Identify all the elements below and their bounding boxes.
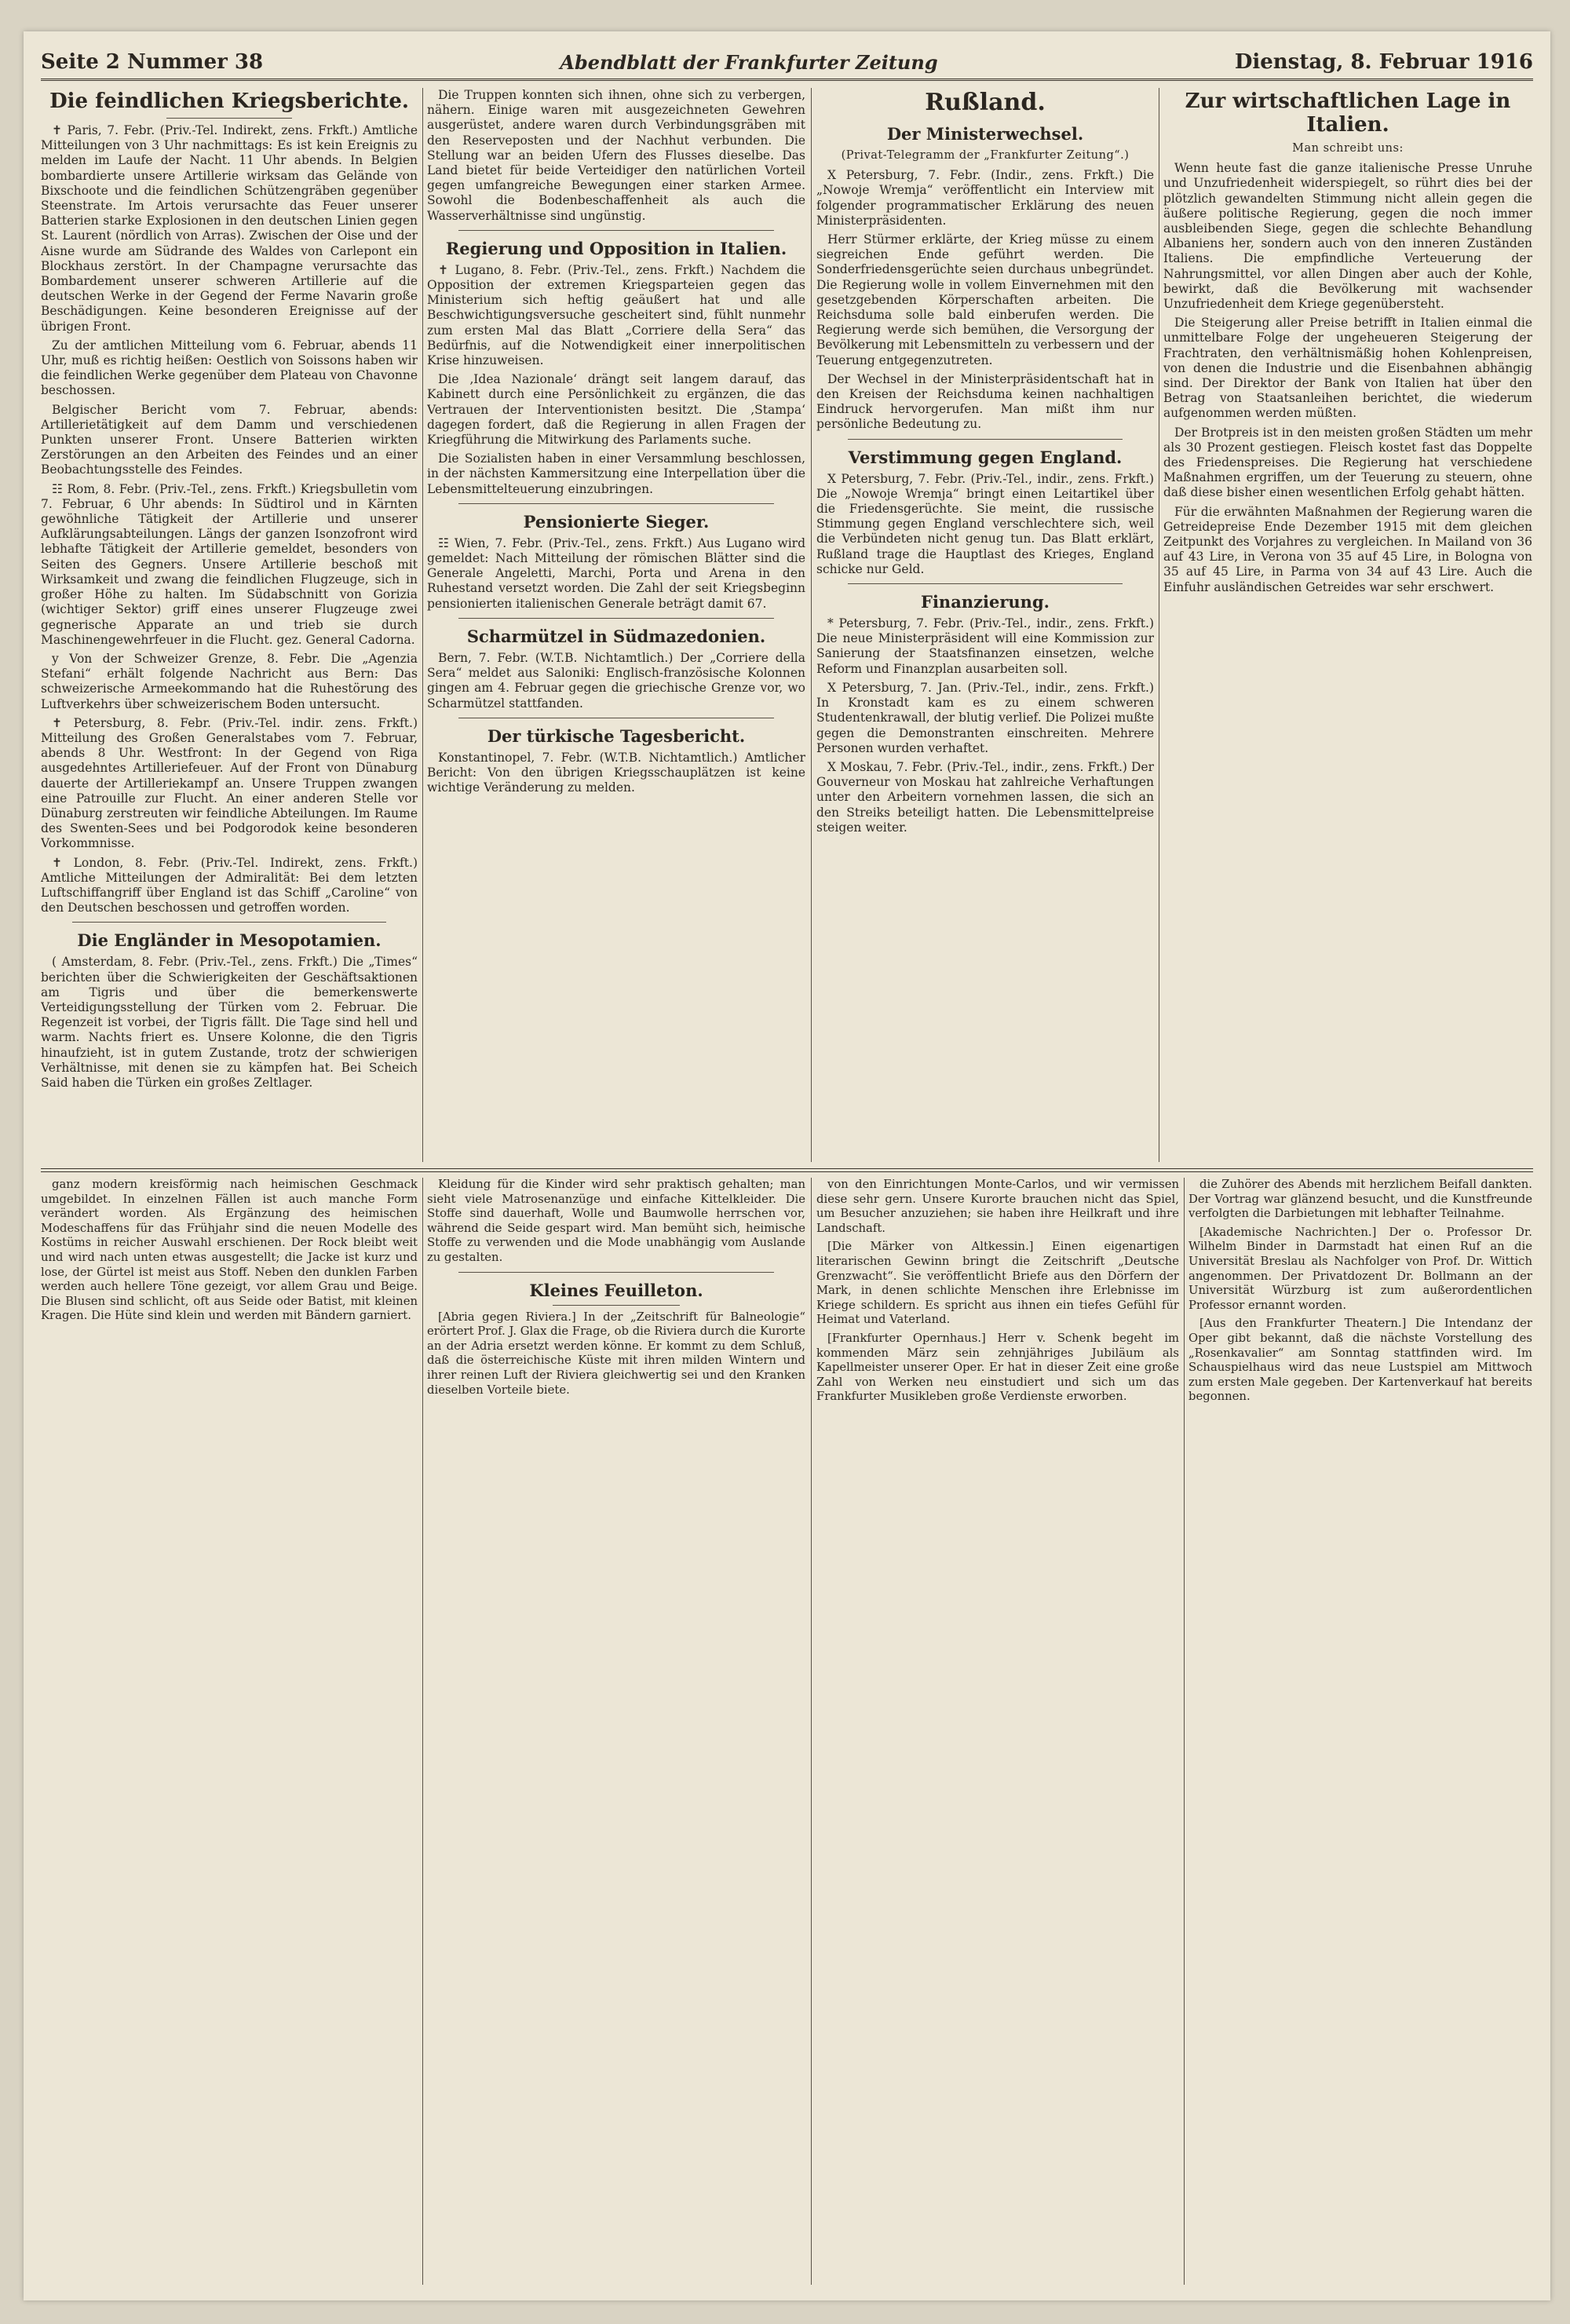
divider: [458, 230, 774, 231]
paragraph: Zu der amtlichen Mitteilung vom 6. Februar, abends 11 Uhr, muß es richtig heißen: Oestlich von Soissons haben wir die feindlichen Werke gegenüber dem Plateau von Chavonne beschossen.: [41, 338, 418, 398]
feuilleton-heading: Kleines Feuilleton.: [529, 1280, 703, 1300]
paragraph: Belgischer Bericht vom 7. Februar, abends: Artillerietätigkeit auf dem Damm und verschiedenen Punkten unserer Front. Unsere Batterien wirkten Zerstörungen an den Arbeiten des Feindes und an einer Beobachtungsstelle des Feindes.: [41, 402, 418, 477]
newspaper-title: Abendblatt der Frankfurter Zeitung: [560, 51, 938, 74]
paragraph: die Zuhörer des Abends mit herzlichem Beifall dankten. Der Vortrag war glänzend besucht, und die Kunstfreunde verfolgten die Darbietungen mit lebhafter Teilnahme.: [1188, 1178, 1532, 1221]
article-heading-italy-economy: Zur wirtschaftlichen Lage in Italien.: [1185, 90, 1511, 137]
feuilleton-column-3: [816, 1178, 1179, 2285]
article-subheading-minister-change: Der Ministerwechsel.: [886, 124, 1084, 144]
feuilleton-separator: [41, 1168, 1533, 1172]
article-heading-macedonia: Scharmützel in Südmazedonien.: [466, 626, 766, 646]
paragraph: y Von der Schweizer Grenze, 8. Febr. Die „Agenzia Stefani“ erhält folgende Nachricht aus Bern: Das schweizerische Armeekommando hat die Ruhestörung des Luftverkehrs über schweizerischem Boden untersucht.: [41, 651, 418, 711]
paragraph: X Moskau, 7. Febr. (Priv.-Tel., indir., zens. Frkft.) Der Gouverneur von Moskau hat zahlreiche Verhaftungen unter den Arbeitern vornehmen lassen, die sich an den Streiks beteiligt hatten. Die Lebensmittelpreise steigen weiter.: [816, 759, 1154, 835]
paragraph: Kleidung für die Kinder wird sehr praktisch gehalten; man sieht viele Matrosenanzüge und einfache Kittelkleider. Die Stoffe sind dauerhaft, Wolle und Baumwolle herrschen vor, während die Seide gespart wird. Man bemüht sich, heimische Stoffe zu verwenden und die Mode unabhängig vom Auslande zu gestalten.: [427, 1178, 805, 1264]
byline: Man schreibt uns:: [1292, 142, 1404, 155]
article-heading-mesopotamia: Die Engländer in Mesopotamien.: [77, 930, 382, 951]
paragraph: ☷ Rom, 8. Febr. (Priv.-Tel., zens. Frkft.) Kriegsbulletin vom 7. Februar, 6 Uhr abends: In Südtirol und in Kärnten gewöhnliche Tätigkeit der Artillerie und unserer Aufklärungsabteilungen. Längs der ganzen Isonzofront wird lebhafte Tätigkeit der Artillerie gemeldet, besonders von Seiten des Gegners. Unsere Artillerie beschoß mit Wirksamkeit und zwang die feindlichen Flugzeuge, sich in großer Höhe zu halten. Im Südabschnitt von Gorizia (wichtiger Sektor) griff eines unserer Flugzeuge zwei gegnerische Apparate an und trieb sie durch Maschinengewehrfeuer in die Flucht. gez. General Cadorna.: [41, 481, 418, 647]
paragraph: Der Wechsel in der Ministerpräsidentschaft hat in den Kreisen der Reichsduma keinen nachhaltigen Eindruck hervorgerufen. Man mißt ihm nur persönliche Bedeutung zu.: [816, 371, 1154, 432]
column-rule: [422, 1178, 423, 2285]
paragraph: [Akademische Nachrichten.] Der o. Professor Dr. Wilhelm Binder in Darmstadt hat einen Ruf an die Universität Breslau als Nachfolger von Prof. Dr. Wittich angenommen. Der Privatdozent Dr. Bollmann an der Universität Würzburg ist zum außerordentlichen Professor ernannt worden.: [1188, 1225, 1532, 1312]
paragraph: Die Sozialisten haben in einer Versammlung beschlossen, in der nächsten Kammersitzung eine Interpellation über die Lebensmittelteuerung einzubringen.: [427, 451, 805, 496]
paragraph: Wenn heute fast die ganze italienische Presse Unruhe und Unzufriedenheit widerspiegelt, so rührt dies bei der plötzlich gewandelten Stimmung nicht allein gegen die äußere politische Regierung, gegen die noch immer ausbleibenden Siege, gegen die schlechte Behandlung Albaniens her, sondern auch von den inneren Zuständen Italiens. Die empfindliche Verteuerung der Nahrungsmittel, vor allen Dingen aber auch der Kohle, bewirkt, daß die Bevölkerung mit wachsender Unzufriedenheit dem Kriege gegenübersteht.: [1163, 161, 1532, 312]
paragraph: X Petersburg, 7. Febr. (Indir., zens. Frkft.) Die „Nowoje Wremja“ veröffentlicht ein Interview mit folgender programmatischer Erklärung des neuen Ministerpräsidenten.: [816, 168, 1154, 228]
divider: [458, 503, 774, 504]
telegram-note: (Privat-Telegramm der „Frankfurter Zeitung“.): [841, 149, 1130, 162]
page-number: Seite 2 Nummer 38: [41, 50, 264, 74]
column-russia: [816, 88, 1154, 1162]
divider: [458, 618, 774, 619]
paragraph: Die ‚Idea Nazionale‘ drängt seit langem darauf, das Kabinett durch eine Persönlichkeit zu ergänzen, die das Vertrauen der Interventionisten besitzt. Die ‚Stampa‘ dagegen fordert, daß die Regierung in allen Fragen der Kriegführung die Mitwirkung des Parlaments suche.: [427, 372, 805, 448]
paragraph: Der Brotpreis ist in den meisten großen Städten um mehr als 30 Prozent gestiegen. Fleisch kostet fast das Doppelte des Friedenspreises. Die Regierung hat verschiedene Maßnahmen ergriffen, um der Teuerung zu steuern, ohne daß diese bisher einen wesentlichen Erfolg gehabt hätten.: [1163, 425, 1532, 500]
paragraph: X Petersburg, 7. Jan. (Priv.-Tel., indir., zens. Frkft.) In Kronstadt kam es zu einem schweren Studentenkrawall, der blutig verlief. Die Polizei mußte gegen die Demonstranten einschreiten. Mehrere Personen wurden verhaftet.: [816, 680, 1154, 755]
article-heading-italy-opposition: Regierung und Opposition in Italien.: [445, 238, 787, 258]
divider: [72, 922, 386, 923]
paragraph: ✝ Petersburg, 8. Febr. (Priv.-Tel. indir. zens. Frkft.) Mitteilung des Großen Generalstabes vom 7. Februar, abends 8 Uhr. Westfront: In der Gegend von Riga ausgedehntes Artilleriefeuer. Auf der Front von Dünaburg dauerte der Artilleriekampf an. Unsere Truppen zwangen eine Patrouille zur Flucht. An einer anderen Stelle vor Dünaburg zerstreuten wir feindliche Abteilungen. Im Raume des Swenten-Sees und bei Podgorodok keine besonderen Vorkommnisse.: [41, 715, 418, 851]
column-rule: [811, 88, 812, 1162]
divider: [848, 583, 1123, 584]
paragraph: ganz modern kreisförmig nach heimischen Geschmack umgebildet. In einzelnen Fällen ist auch manche Form verändert worden. Als Ergänzung des heimischen Modeschaffens für das Frühjahr sind die neuen Modelle des Kostüms in reicher Auswahl erschienen. Der Rock bleibt weit und wird nach unten etwas ausgestellt; die Jacke ist kurz und lose, der Gürtel ist meist aus Stoff. Neben den dunklen Farben werden auch hellere Töne gezeigt, vor allem Grau und Beige. Die Blusen sind schlicht, oft aus Seide oder Batist, mit kleinen Kragen. Die Hüte sind klein und werden mit Bändern garniert.: [41, 1178, 418, 1323]
article-heading-turkish-report: Der türkische Tagesbericht.: [487, 725, 746, 746]
paragraph: Herr Stürmer erklärte, der Krieg müsse zu einem siegreichen Ende geführt werden. Die Sonderfriedensgerüchte seien durchaus unbegründet. Die Regierung wolle in vollem Einvernehmen mit den gesetzgebenden Körperschaften arbeiten. Die Reichsduma solle bald einberufen werden. Die Regierung werde sich bemühen, die Versorgung der Bevölkerung mit Lebensmitteln zu verbessern und der Teuerung entgegenzutreten.: [816, 232, 1154, 367]
paragraph: von den Einrichtungen Monte-Carlos, und wir vermissen diese sehr gern. Unsere Kurorte brauchen nicht das Spiel, um Besucher anzuziehen; sie haben ihre Heilkraft und ihre Landschaft.: [816, 1178, 1179, 1235]
column-rule: [1184, 1178, 1185, 2285]
feuilleton-column-2: [427, 1178, 805, 2285]
column-italy-economy: [1163, 88, 1532, 1162]
feuilleton-column-4: [1188, 1178, 1532, 2285]
paragraph: Konstantinopel, 7. Febr. (W.T.B. Nichtamtlich.) Amtlicher Bericht: Von den übrigen Kriegsschauplätzen ist keine wichtige Veränderung zu melden.: [427, 750, 805, 795]
column-rule: [422, 88, 423, 1162]
paragraph: ✝ London, 8. Febr. (Priv.-Tel. Indirekt, zens. Frkft.) Amtliche Mitteilungen der Admiralität: Bei dem letzten Luftschiffangriff über England ist das Schiff „Caroline“ von den Deutschen beschossen und getroffen worden.: [41, 855, 418, 915]
divider: [553, 1305, 680, 1306]
paragraph: ✝ Paris, 7. Febr. (Priv.-Tel. Indirekt, zens. Frkft.) Amtliche Mitteilungen von 3 Uhr nachmittags: Es ist kein Ereignis zu melden im Laufe der Nacht. 11 Uhr abends. In Belgien bombardierte unsere Artillerie wirksam das Gelände von Bixschoote und die feindlichen Schützengräben gegenüber Steenstrate. Im Artois verursachte das Feuer unserer Batterien starke Explosionen in den deutschen Linien gegen St. Laurent (nördlich von Arras). Zwischen der Oise und der Aisne wurde am Südrande des Waldes von Carlepont ein Blockhaus zerstört. In der Champagne verursachte das Bombardement unserer schweren Artillerie auf die deutschen Werke in der Gegend der Ferme Navarin große Beschädigungen. Keine besonderen Ereignisse auf der übrigen Front.: [41, 123, 418, 334]
paragraph: Die Truppen konnten sich ihnen, ohne sich zu verbergen, nähern. Einige waren mit ausgezeichneten Gewehren ausgerüstet, andere waren durch Verbindungsgräben mit den Reserveposten und der Nachhut verbunden. Die Stellung war an beiden Ufern des Flusses dieselbe. Das Land bietet für beide Verteidiger den natürlichen Vorteil gegen umfangreiche Bewegungen einer starken Armee. Sowohl die Bodenbeschaffenheit als auch die Wasserverhältnisse sind ungünstig.: [427, 88, 805, 223]
paragraph: [Aus den Frankfurter Theatern.] Die Intendanz der Oper gibt bekannt, daß die nächste Vorstellung des „Rosenkavalier“ am Sonntag stattfinden wird. Im Schauspielhaus wird das neue Lustspiel am Mittwoch zum ersten Male gegeben. Der Kartenverkauf hat bereits begonnen.: [1188, 1317, 1532, 1404]
article-heading-russia: Rußland.: [925, 89, 1046, 116]
paragraph: Die Steigerung aller Preise betrifft in Italien einmal die unmittelbare Folge der ungeheueren Steigerung der Frachtraten, den verhältnismäßig hohen Kohlenpreisen, von denen die Industrie und die Eisenbahnen abhängig sind. Der Direktor der Bank von Italien hat über den Betrag von Staatsanleihen berichtet, die wiederum aufgenommen werden müßten.: [1163, 316, 1532, 421]
paragraph: [Frankfurter Opernhaus.] Herr v. Schenk begeht im kommenden März sein zehnjähriges Jubiläum als Kapellmeister unserer Oper. Er hat in dieser Zeit eine große Zahl von Werken neu einstudiert und sich um das Frankfurter Musikleben große Verdienste erworben.: [816, 1331, 1179, 1404]
article-heading-england: Verstimmung gegen England.: [848, 447, 1123, 467]
article-heading-war-reports: Die feindlichen Kriegsberichte.: [49, 90, 409, 113]
newspaper-page: [24, 31, 1550, 2300]
masthead: [41, 44, 1533, 81]
divider: [848, 439, 1123, 440]
paragraph: Für die erwähnten Maßnahmen der Regierung waren die Getreidepreise Ende Dezember 1915 mit dem gleichen Zeitpunkt des Vorjahres zu vergleichen. In Mailand von 36 auf 43 Lire, in Verona von 35 auf 45 Lire, in Bologna von 35 auf 45 Lire, in Parma von 34 auf 43 Lire. Auch die Einfuhr ausländischen Getreides war sehr erschwert.: [1163, 504, 1532, 594]
article-heading-finance: Finanzierung.: [921, 592, 1050, 612]
paragraph: ( Amsterdam, 8. Febr. (Priv.-Tel., zens. Frkft.) Die „Times“ berichten über die Schwierigkeiten der Geschäftsaktionen am Tigris und über die bemerkenswerte Verteidigungsstellung der Türken vom 2. Februar. Die Regenzeit ist vorbei, der Tigris fällt. Die Tage sind hell und warm. Nachts friert es. Unsere Kolonne, die den Tigris hinaufzieht, ist in gutem Zustande, trotz der schwierigen Verhältnisse, mit denen sie zu kämpfen hat. Bei Scheich Said haben die Türken ein großes Zeltlager.: [41, 955, 418, 1090]
column-war-reports: [41, 88, 418, 1162]
paragraph: [Abria gegen Riviera.] In der „Zeitschrift für Balneologie“ erörtert Prof. J. Glax die Frage, ob die Riviera durch die Kurorte an der Adria ersetzt werden könne. Er kommt zu dem Schluß, daß die österreichische Küste mit ihren milden Wintern und ihrer reinen Luft der Riviera gleichwertig sei und den Kranken dieselben Vorteile biete.: [427, 1310, 805, 1397]
paragraph: [Die Märker von Altkessin.] Einen eigenartigen literarischen Gewinn bringt die Zeitschrift „Deutsche Grenzwacht“. Sie veröffentlicht Briefe aus den Dörfern der Mark, in denen schlichte Menschen ihre Erlebnisse im Kriege schildern. Es spricht aus ihnen ein tiefes Gefühl für Heimat und Vaterland.: [816, 1240, 1179, 1327]
divider: [458, 1272, 774, 1273]
paragraph: Bern, 7. Febr. (W.T.B. Nichtamtlich.) Der „Corriere della Sera“ meldet aus Saloniki: Englisch-französische Kolonnen gingen am 4. Februar gegen die griechische Grenze vor, wo Scharmützel stattfanden.: [427, 650, 805, 711]
paragraph: * Petersburg, 7. Febr. (Priv.-Tel., indir., zens. Frkft.) Die neue Ministerpräsident will eine Kommission zur Sanierung der Staatsfinanzen einsetzen, welche Reform und Finanzplan ausarbeiten soll.: [816, 616, 1154, 676]
paragraph: ☷ Wien, 7. Febr. (Priv.-Tel., zens. Frkft.) Aus Lugano wird gemeldet: Nach Mitteilung der römischen Blätter sind die Generale Angeletti, Marchi, Porta und Arena in den Ruhestand versetzt worden. Die Zahl der seit Kriegsbeginn pensionierten italienischen Generale beträgt damit 67.: [427, 535, 805, 611]
column-rule: [811, 1178, 812, 2285]
paragraph: ✝ Lugano, 8. Febr. (Priv.-Tel., zens. Frkft.) Nachdem die Opposition der extremen Kriegsparteien gegen das Ministerium sich heftig geäußert hat und alle Beschwichtigungsversuche gescheitert sind, fühlt nunmehr zum ersten Mal das Blatt „Corriere della Sera“ das Bedürfnis, auf die Notwendigkeit einer innerpolitischen Krise hinzuweisen.: [427, 262, 805, 368]
article-heading-pensioned-victors: Pensionierte Sieger.: [523, 511, 710, 532]
feuilleton-column-1: [41, 1178, 418, 2285]
divider: [166, 118, 292, 119]
paragraph: X Petersburg, 7. Febr. (Priv.-Tel., indir., zens. Frkft.) Die „Nowoje Wremja“ bringt einen Leitartikel über die Friedensgerüchte. Sie meint, die russische Stimmung gegen England verschlechtere sich, weil die Verbündeten nicht genug tun. Das Blatt erklärt, Rußland trage die Hauptlast des Krieges, England schicke nur Geld.: [816, 471, 1154, 576]
column-italy: [427, 88, 805, 1162]
issue-date: Dienstag, 8. Februar 1916: [1234, 50, 1533, 74]
